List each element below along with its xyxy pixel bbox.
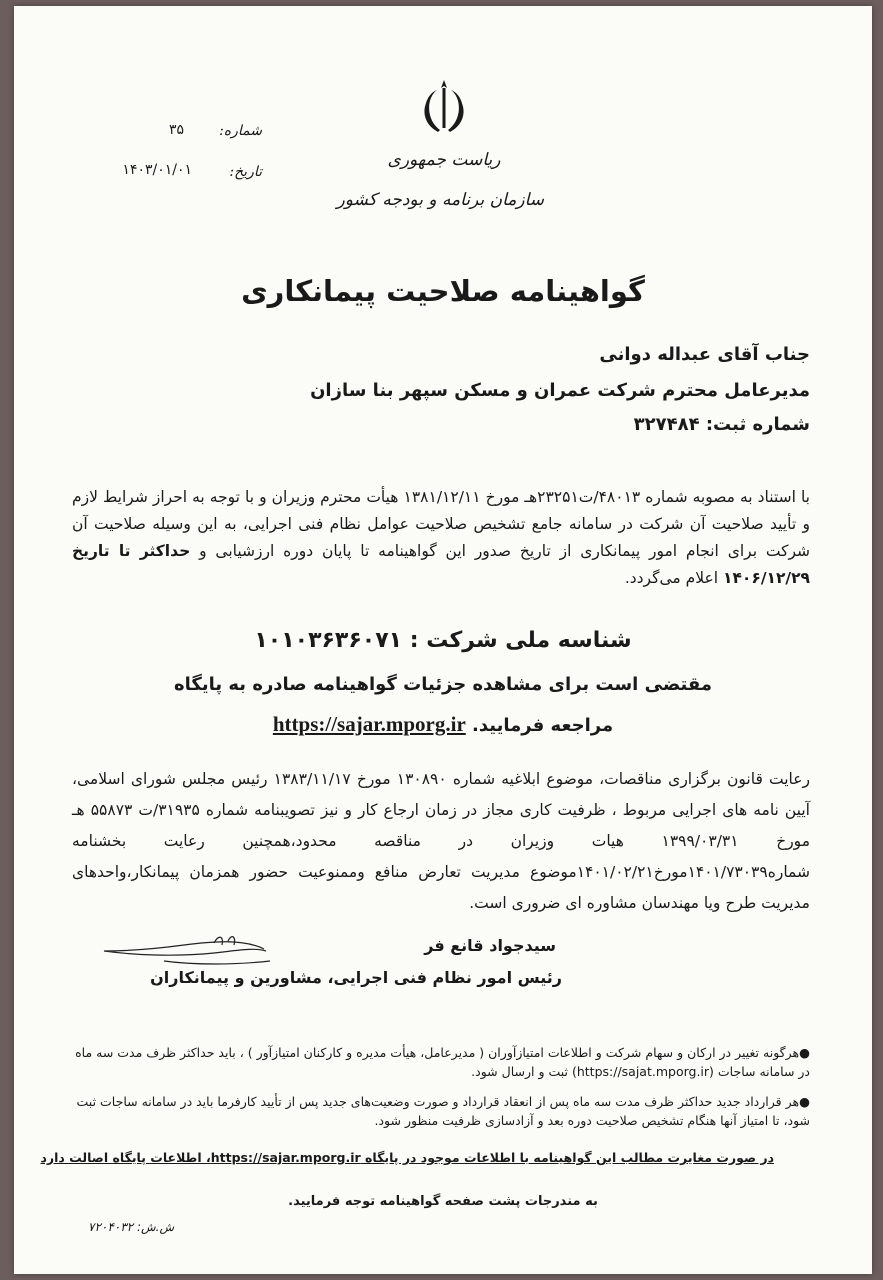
- signatory-title: رئیس امور نظام فنی اجرایی، مشاورین و پیمانکاران: [150, 968, 562, 987]
- compliance-paragraph: رعایت قانون برگزاری مناقصات، موضوع ابلاغیه شماره ۱۳۰۸۹۰ مورخ ۱۳۸۳/۱۱/۱۷ رئیس مجلس شورای اسلامی، آیین نامه های اجرایی مربوط ، ظرفیت کاری مجاز در زمان ارجاع کار و نیز تصویبنامه شماره ۳۱۹۳۵/ت ۵۵۸۷۳ هـ مورخ ۱۳۹۹/۰۳/۳۱ هیات وزیران در مناقصه محدود،همچنین رعایت بخشنامه شماره۱۴۰۱/۷۳۰۳۹مورخ۱۴۰۱/۰۲/۲۱موضوع مدیریت تعارض منافع وممنوعیت حضور همزمان پیمانکار،واحدهای مدیریت طرح ویا مهندسان مشاوره ای ضروری است.: [72, 770, 810, 912]
- recipient-name: جناب آقای عبداله دوانی: [599, 344, 810, 365]
- note-item: ●هر قرارداد جدید حداکثر ظرف مدت سه ماه پس از انعقاد قرارداد و صورت وضعیت‌های جدید پس از تأیید کارفرما باید در سامانه ساجات ثبت شود، تا امتیاز آنها هنگام تشخیص صلاحیت دوره بعد و آزادسازی ظرفیت منظور شود.: [76, 1094, 810, 1128]
- registration-number: شماره ثبت: ۳۲۷۴۸۴: [633, 414, 810, 435]
- date-label: تاریخ:: [229, 164, 262, 180]
- approval-end: اعلام می‌گردد.: [624, 569, 719, 587]
- iran-emblem-icon: [416, 76, 472, 136]
- org-line-budget-org: سازمان برنامه و بودجه کشور: [336, 190, 544, 210]
- serial-number: ش.ش: ۷۲۰۴۰۳۲: [88, 1220, 175, 1234]
- recipient-position: مدیرعامل محترم شرکت عمران و مسکن سپهر بنا سازان: [310, 380, 810, 401]
- back-page-note: به مندرجات پشت صفحه گواهینامه توجه فرمایید.: [288, 1194, 598, 1209]
- sajar-link[interactable]: https://sajar.mporg.ir: [272, 712, 466, 736]
- approval-text: با استناد به مصوبه شماره ۴۸۰۱۳/ت۲۳۲۵۱هـ مورخ ۱۳۸۱/۱۲/۱۱ هیأت محترم وزیران و با توجه به احراز شرایط لازم و تأیید صلاحیت آن شرکت در سامانه جامع تشخیص صلاحیت عوامل نظام فنی اجرایی، به این وسیله صلاحیت آن شرکت برای انجام امور پیمانکاری از تاریخ صدور این گواهینامه تا پایان دوره ارزشیابی و: [72, 488, 810, 560]
- refer-text: مراجعه فرمایید.: [472, 715, 614, 736]
- details-instruction: مقتضی است برای مشاهده جزئیات گواهینامه صادره به پایگاه: [173, 674, 713, 695]
- authenticity-notice: در صورت مغایرت مطالب این گواهینامه با اطلاعات موجود در پایگاه https://sajar.mporg.ir، اطلاعات پایگاه اصالت دارد: [40, 1150, 774, 1165]
- national-id: شناسه ملی شرکت : ۱۰۱۰۳۶۳۶۰۷۱: [254, 628, 632, 653]
- validity-date: حداکثر تا تاریخ ۱۴۰۶/۱۲/۲۹: [72, 542, 810, 587]
- date-value: ۱۴۰۳/۰۱/۰۱: [122, 162, 192, 178]
- note-item: ●هرگونه تغییر در ارکان و سهام شرکت و اطلاعات امتیازآوران ( مدیرعامل، هیأت مدیره و کارکنان امتیازآور ) ، باید حداکثر ظرف مدت سه ماه در سامانه ساجات (https://sajat.mporg.ir) ثبت و ارسال شود.: [75, 1045, 810, 1079]
- page-title: گواهینامه صلاحیت پیمانکاری: [241, 274, 645, 308]
- certificate-page: [14, 6, 872, 1274]
- signatory-name: سیدجواد قانع فر: [424, 936, 556, 955]
- org-line-presidency: ریاست جمهوری: [387, 150, 501, 170]
- refer-line: [14, 712, 872, 737]
- approval-paragraph: [72, 484, 810, 592]
- number-label: شماره:: [219, 123, 262, 139]
- number-value: ۳۵: [168, 122, 184, 138]
